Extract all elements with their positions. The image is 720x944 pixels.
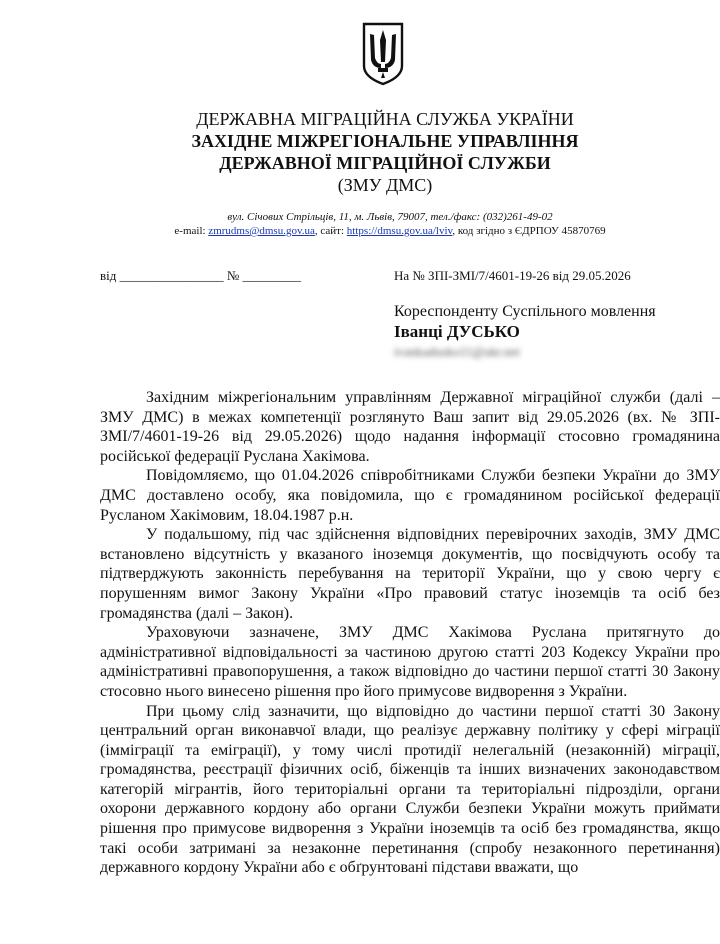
addressee-email-redacted: ivankadusko11@ukr.net [394, 344, 520, 359]
paragraph-4: Ураховуючи зазначене, ЗМУ ДМС Хакімова Руслана притягнуто до адміністративної відповідальності за частиною другою статті 203 Кодексу України про адміністративні правопорушення, а також відповідно до частини першої статті 30 Закону стосовно нього винесено рішення про його примусове видворення з України. [100, 624, 720, 700]
incoming-reference: На № ЗПІ-ЗМІ/7/4601-19-26 від 29.05.2026 [394, 268, 631, 283]
paragraph-5: При цьому слід зазначити, що відповідно до частини першої статті 30 Закону центральний орган виконавчої влади, що реалізує державну політику у сфері міграції (імміграції та еміграції), у тому числі протидії нелегальній (незаконній) міграції, громадянства, реєстрації фізичних осіб, біженців та інших визначених законодавством категорій мігрантів, його територіальні органи та територіальні підрозділи, органи охорони державного кордону або органи Служби безпеки України можуть приймати рішення про примусове видворення з України іноземців та осіб без громадянства, якщо такі особи затримані за незаконне перетинання (спробу незаконного перетинання) державного кордону України або є обґрунтовані підстави вважати, що [100, 702, 720, 877]
trident-emblem-icon [361, 22, 405, 86]
org-division-line1: ЗАХІДНЕ МІЖРЕГІОНАЛЬНЕ УПРАВЛІННЯ [191, 131, 579, 151]
email-label: e-mail: [174, 225, 209, 237]
letter-body [100, 388, 720, 878]
org-abbreviation: (ЗМУ ДМС) [337, 175, 433, 195]
org-division-line2: ДЕРЖАВНОЇ МІГРАЦІЙНОЇ СЛУЖБИ [219, 153, 551, 173]
contact-line [60, 224, 720, 238]
org-name: ДЕРЖАВНА МІГРАЦІЙНА СЛУЖБА УКРАЇНИ [196, 109, 574, 129]
paragraph-2: Повідомляємо, що 01.04.2026 співробітниками Служби безпеки України до ЗМУ ДМС доставлено особу, яка повідомила, що є громадянином російської федерації Русланом Хакімовим, 18.04.1987 р.н. [100, 467, 720, 524]
postal-address: вул. Січових Стрільців, 11, м. Львів, 79007, тел./факс: (032)261-49-02 [227, 211, 553, 223]
paragraph-1: Західним міжрегіональним управлінням Державної міграційної служби (далі – ЗМУ ДМС) в межах компетенції розглянуто Ваш запит від 29.05.2026 (вх. № ЗПІ-ЗМІ/7/4601-19-26 від 29.05.2026) щодо надання інформації стосовно громадянина російської федерації Руслана Хакімова. [100, 389, 720, 465]
site-label: , сайт: [314, 225, 347, 237]
addressee-name: Іванці ДУСЬКО [394, 322, 520, 341]
outgoing-reference: від ________________ № _________ [100, 268, 302, 283]
site-link[interactable]: https://dmsu.gov.ua/lviv [346, 225, 453, 237]
email-link[interactable]: zmrudms@dmsu.gov.ua [208, 225, 315, 237]
addressee-position: Кореспонденту Суспільного мовлення [394, 303, 656, 320]
paragraph-3: У подальшому, під час здійснення відповідних перевірочних заходів, ЗМУ ДМС встановлено відсутність у вказаного іноземця документів, що посвідчують особу та підтверджують законність перебування на території України, що у свою чергу є порушенням вимог Закону України «Про правовий статус іноземців та осіб без громадянства (далі – Закон). [100, 526, 720, 622]
edrpou-code: , код згідно з ЄДРПОУ 45870769 [452, 225, 606, 237]
